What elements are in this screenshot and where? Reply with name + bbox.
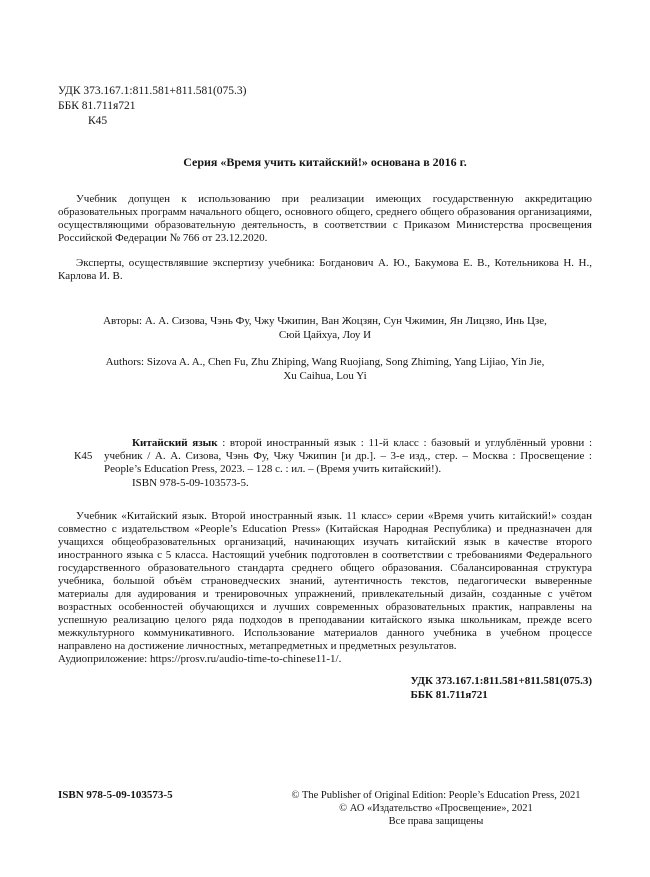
classification-codes-bottom: [58, 674, 592, 702]
udk-code-top: УДК 373.167.1:811.581+811.581(075.3): [58, 85, 247, 97]
author-sign-code-top: К45: [88, 115, 108, 127]
authors-russian: Авторы: А. А. Сизова, Чэнь Фу, Чжу Чжипин, Ван Жоцзян, Сун Чжимин, Ян Лицзяо, Инь Цзе, Сюй Цайхуа, Лоу И: [103, 315, 547, 341]
authors-english: Authors: Sizova A. A., Chen Fu, Zhu Zhiping, Wang Ruojiang, Song Zhiming, Yang Lijiao, Yin Jie, Xu Caihua, Lou Yi: [105, 356, 545, 382]
approval-paragraph: Учебник допущен к использованию при реализации имеющих государственную аккредитацию образовательных программ начального общего, основного общего, среднего общего образования организациями, осуществляющими образовательную деятельность, в соответствии с Приказом Министерства просвещения Российской Федерации № 766 от 23.12.2020.: [58, 193, 592, 244]
experts-paragraph: Эксперты, осуществлявшие экспертизу учебника: Богданович А. Ю., Бакумова Е. В., Котельникова Н. Н., Карлова И. В.: [58, 257, 592, 282]
catalog-entry: [74, 437, 592, 490]
catalog-isbn-line: ISBN 978-5-09-103573-5.: [132, 477, 249, 489]
catalog-entry-rest: : второй иностранный язык : 11-й класс : базовый и углублённый уровни : учебник / А. А. Сизова, Чэнь Фу, Чжу Чжипин [и др.]. – 3-е изд., стер. – Москва : Просвещение : People’s Education Press, 2023. – 128 с. : ил. – (Время учить китайский!).: [104, 437, 592, 475]
copyright-line-prosveshchenie: © АО «Издательство «Просвещение», 2021: [339, 803, 533, 814]
bbk-code-top: ББК 81.711я721: [58, 100, 136, 112]
catalog-title-bold: Китайский язык: [132, 437, 218, 449]
classification-codes-top: [58, 84, 592, 129]
author-sign-code-margin: К45: [74, 450, 93, 462]
classification-codes-bottom-inner: [410, 674, 592, 702]
catalog-entry-text: [104, 437, 592, 476]
copyright-line-rights-reserved: Все права защищены: [388, 816, 484, 827]
isbn-bottom: ISBN 978-5-09-103573-5: [58, 789, 173, 801]
copyright-line-original-publisher: © The Publisher of Original Edition: People’s Education Press, 2021: [291, 790, 581, 801]
bbk-code-bottom: ББК 81.711я721: [410, 689, 488, 701]
audio-supplement-line: Аудиоприложение: https://prosv.ru/audio-time-to-chinese11-1/.: [58, 653, 342, 665]
series-founded-line: Серия «Время учить китайский!» основана в 2016 г.: [183, 155, 467, 169]
annotation-paragraph: Учебник «Китайский язык. Второй иностранный язык. 11 класс» серии «Время учить китайский!» создан совместно с издательством «People’s Education Press» (Китайская Народная Республика) и предназначен для учащихся общеобразовательных организаций, начинающих изучать китайский язык в качестве второго иностранного языка с 5 класса. Настоящий учебник подготовлен в соответствии с требованиями Федерального государственного образовательного стандарта среднего общего образования. Сбалансированная структура учебника, большой объём страноведческих знаний, аутентичность текстов, педагогически выверенные материалы для аудирования и тренировочных упражнений, привлекательный дизайн, созданные с учётом возрастных особенностей обучающихся и лучших современных образовательных практик, направлены на успешную реализацию целого ряда подходов в преподавании китайского языка школьникам, прежде всего межкультурного коммуникативного. Использование материалов данного учебника в учебном процессе направлено на достижение личностных, метапредметных и предметных результатов.: [58, 510, 592, 652]
udk-code-bottom: УДК 373.167.1:811.581+811.581(075.3): [410, 675, 592, 687]
imprint-footer: [58, 789, 592, 828]
copyright-block: [280, 789, 592, 828]
